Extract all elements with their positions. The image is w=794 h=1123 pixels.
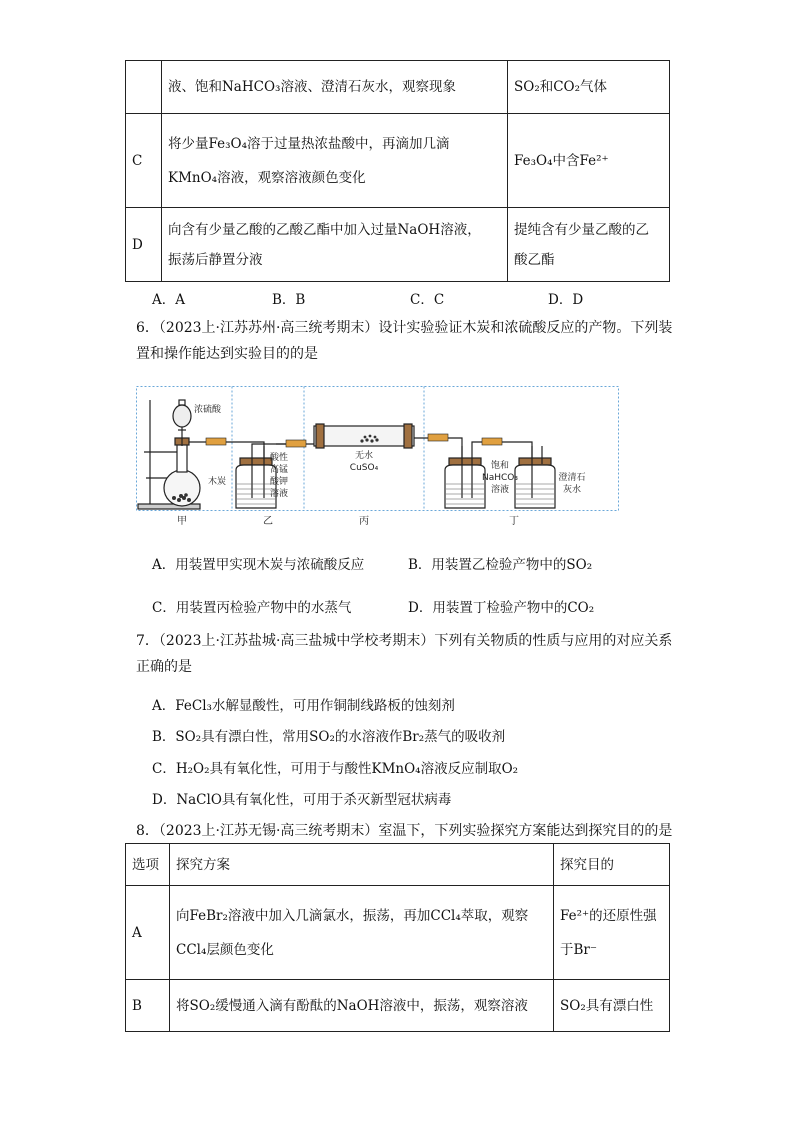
q7-option-d[interactable]: D．NaClO具有氧化性，可用于杀灭新型冠状病毒 xyxy=(152,792,452,808)
goal-line: 酸乙酯 xyxy=(514,251,555,268)
scheme-cell xyxy=(162,114,508,208)
scheme-cell: 将SO₂缓慢通入滴有酚酞的NaOH溶液中，振荡，观察溶液 xyxy=(170,980,554,1032)
scheme-cell xyxy=(170,886,554,980)
label-carbon: 木炭 xyxy=(208,477,227,487)
option-a[interactable]: A．A xyxy=(152,292,185,308)
q7-title xyxy=(136,628,676,680)
rubber-joint xyxy=(206,438,226,445)
q5-table xyxy=(125,60,670,282)
option-d[interactable]: D．D xyxy=(548,292,584,308)
apparatus-diagram xyxy=(136,386,620,528)
q8-title: 8．（2023上·江苏无锡·高三统考期末）室温下，下列实验探究方案能达到探究目的的是 xyxy=(136,823,673,839)
scheme-cell: 液、饱和NaHCO₃溶液、澄清石灰水，观察现象 xyxy=(162,61,508,114)
part-label-bing: 丙 xyxy=(359,516,369,527)
table-row xyxy=(126,114,670,208)
q6-options-row1 xyxy=(0,553,794,573)
scheme-line: 向含有少量乙酸的乙酸乙酯中加入过量NaOH溶液， xyxy=(168,221,481,238)
title-line: 正确的是 xyxy=(136,659,192,675)
option-b[interactable]: B．B xyxy=(272,292,306,308)
scheme-line: KMnO₄溶液，观察溶液颜色变化 xyxy=(168,169,366,186)
goal-cell: SO₂和CO₂气体 xyxy=(508,61,670,114)
goal-line: 提纯含有少量乙酸的乙 xyxy=(514,221,649,238)
row-label xyxy=(126,61,162,114)
part-label-jia: 甲 xyxy=(177,516,187,527)
part-label-ding: 丁 xyxy=(509,516,519,527)
goal-cell: SO₂具有漂白性 xyxy=(554,980,670,1032)
label-nahco3-3: 溶液 xyxy=(490,485,510,495)
option-d[interactable]: D．用装置丁检验产物中的CO₂ xyxy=(408,600,595,616)
goal-cell xyxy=(508,208,670,282)
scheme-cell xyxy=(162,208,508,282)
drying-tube xyxy=(314,424,414,448)
row-label: C xyxy=(126,114,162,208)
q5-options xyxy=(0,288,794,308)
option-c[interactable]: C．C xyxy=(410,292,445,308)
label-kmno4-4: 溶液 xyxy=(270,489,289,499)
rubber-joint xyxy=(482,438,502,445)
table-row xyxy=(126,61,670,114)
header-goal: 探究目的 xyxy=(554,844,670,886)
label-nahco3-2: NaHCO₃ xyxy=(482,473,518,483)
rubber-joint xyxy=(428,434,448,441)
label-acid: 浓硫酸 xyxy=(194,405,222,415)
goal-line: 于Br⁻ xyxy=(560,941,597,958)
option-b[interactable]: B．用装置乙检验产物中的SO₂ xyxy=(408,557,593,573)
goal-line: Fe²⁺的还原性强 xyxy=(560,907,657,924)
label-kmno4-2: 高锰 xyxy=(270,465,289,475)
rubber-joint xyxy=(286,440,306,447)
label-kmno4-1: 酸性 xyxy=(270,453,289,463)
table-row xyxy=(126,980,670,1032)
q7-option-b[interactable]: B．SO₂具有漂白性，常用SO₂的水溶液作Br₂蒸气的吸收剂 xyxy=(152,729,506,745)
label-kmno4-3: 酸钾 xyxy=(270,477,289,487)
label-cuso4-1: 无水 xyxy=(354,451,374,461)
title-line: 置和操作能达到实验目的的是 xyxy=(136,346,318,362)
label-limewater-2: 灰水 xyxy=(562,485,582,495)
table-header-row xyxy=(126,844,670,886)
row-label: B xyxy=(126,980,170,1032)
header-option: 选项 xyxy=(126,844,170,886)
header-scheme: 探究方案 xyxy=(170,844,554,886)
scheme-line: CCl₄层颜色变化 xyxy=(176,941,274,958)
q6-title xyxy=(136,315,676,367)
label-nahco3-1: 饱和 xyxy=(490,461,510,471)
goal-cell: Fe₃O₄中含Fe²⁺ xyxy=(508,114,670,208)
goal-cell xyxy=(554,886,670,980)
title-line: 6．（2023上·江苏苏州·高三统考期末）设计实验验证木炭和浓硫酸反应的产物。下列装 xyxy=(136,320,673,336)
q8-table xyxy=(125,843,670,1032)
scheme-line: 向FeBr₂溶液中加入几滴氯水，振荡，再加CCl₄萃取，观察 xyxy=(176,907,529,924)
table-row xyxy=(126,886,670,980)
option-a[interactable]: A．用装置甲实现木炭与浓硫酸反应 xyxy=(152,557,365,573)
scheme-line: 振荡后静置分液 xyxy=(168,251,263,268)
q6-options-row2 xyxy=(0,596,794,616)
label-limewater-1: 澄清石 xyxy=(558,473,586,483)
scheme-line: 将少量Fe₃O₄溶于过量热浓盐酸中，再滴加几滴 xyxy=(168,135,450,152)
title-line: 7．（2023上·江苏盐城·高三盐城中学校考期末）下列有关物质的性质与应用的对应关系 xyxy=(136,633,673,649)
row-label: A xyxy=(126,886,170,980)
part-label-yi: 乙 xyxy=(263,516,273,527)
q7-option-c[interactable]: C．H₂O₂具有氧化性，可用于与酸性KMnO₄溶液反应制取O₂ xyxy=(152,761,519,777)
label-cuso4-2: CuSO₄ xyxy=(349,463,379,473)
row-label: D xyxy=(126,208,162,282)
option-c[interactable]: C．用装置丙检验产物中的水蒸气 xyxy=(152,600,352,616)
table-row xyxy=(126,208,670,282)
q7-option-a[interactable]: A．FeCl₃水解显酸性，可用作铜制线路板的蚀刻剂 xyxy=(152,698,455,714)
